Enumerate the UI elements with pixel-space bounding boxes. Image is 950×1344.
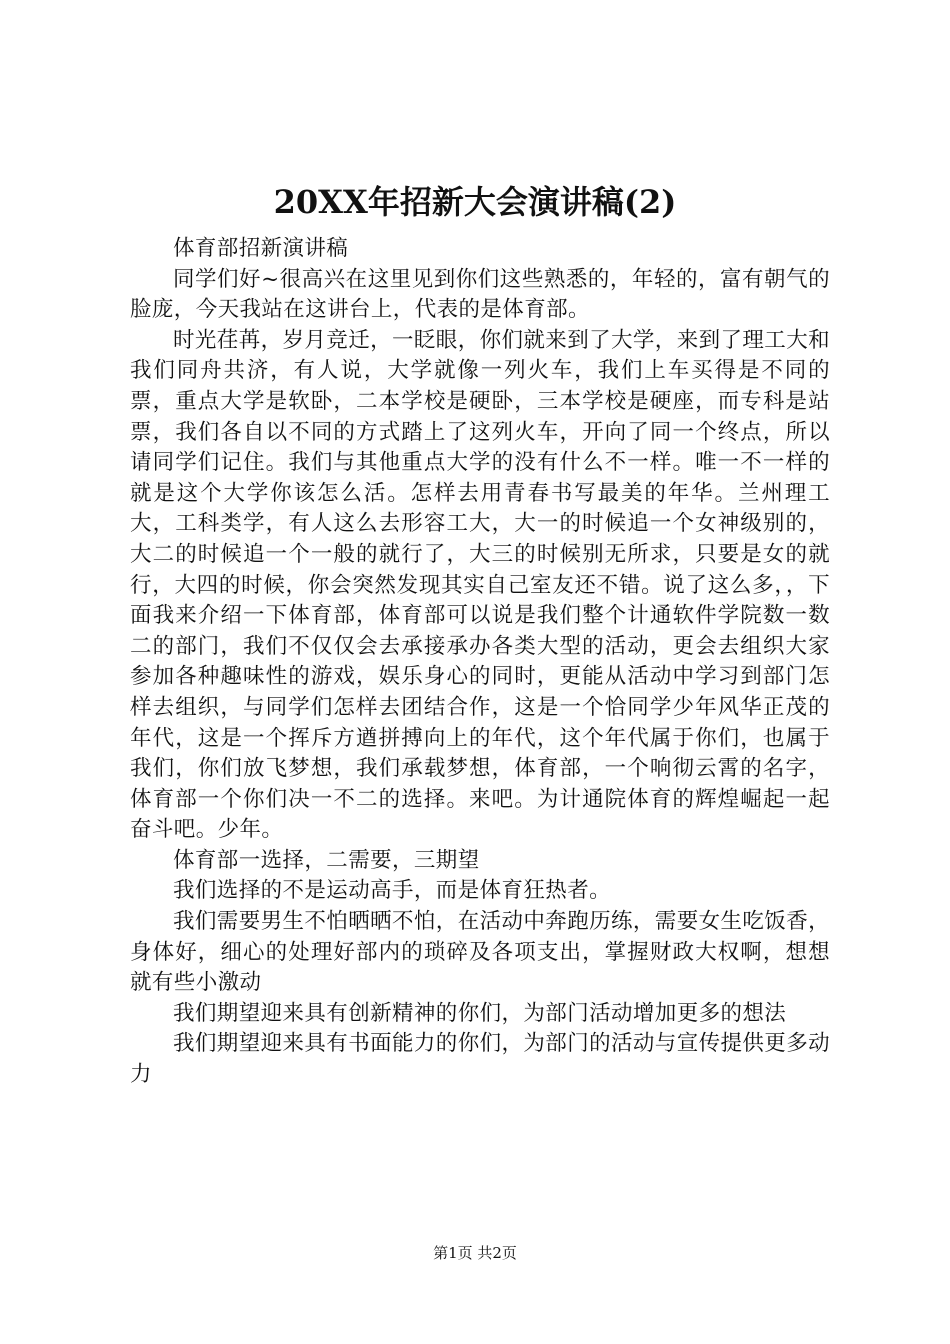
paragraph-heading: 体育部招新演讲稿 bbox=[173, 236, 349, 261]
paragraph-needs: 我们需要男生不怕晒晒不怕，在活动中奔跑历练，需要女生吃饭香，身体好，细心的处理好部内的琐碎及各项支出，掌握财政大权啊，想想就有些小激动 bbox=[130, 909, 831, 996]
document-title: 20XX年招新大会演讲稿(2) bbox=[273, 183, 677, 221]
paragraph-selection: 我们选择的不是运动高手，而是体育狂热者。 bbox=[173, 878, 612, 904]
document-body bbox=[130, 234, 830, 1091]
paragraph-expectation-2: 我们期望迎来具有书面能力的你们，为部门的活动与宣传提供更多动力 bbox=[130, 1031, 831, 1088]
page-footer: 第1页 共2页 bbox=[433, 1244, 517, 1262]
paragraph-main: 时光荏苒，岁月竞迁，一眨眼，你们就来到了大学，来到了理工大和我们同舟共济，有人说，大学就像一列火车，我们上车买得是不同的票，重点大学是软卧，二本学校是硬卧，三本学校是硬座，而专科是站票，我们各自以不同的方式踏上了这列火车，开向了同一个终点，所以请同学们记住。我们与其他重点大学的没有什么不一样。唯一不一样的就是这个大学你该怎么活。怎样去用青春书写最美的年华。兰州理工大，工科类学，有人这么去形容工大，大一的时候追一个女神级别的，大二的时候追一个一般的就行了，大三的时候别无所求，只要是女的就行，大四的时候，你会突然发现其实自己室友还不错。说了这么多，，下面我来介绍一下体育部，体育部可以说是我们整个计通软件学院数一数二的部门，我们不仅仅会去承接承办各类大型的活动，更会去组织大家参加各种趣味性的游戏，娱乐身心的同时，更能从活动中学习到部门怎样去组织，与同学们怎样去团结合作，这是一个恰同学少年风华正茂的年代，这是一个挥斥方遒拼搏向上的年代，这个年代属于你们，也属于我们，你们放飞梦想，我们承载梦想，体育部，一个响彻云霄的名字，体育部一个你们决一不二的选择。来吧。为计通院体育的辉煌崛起一起奋斗吧。少年。 bbox=[130, 327, 831, 843]
paragraph-summary: 体育部一选择，二需要，三期望 bbox=[173, 847, 480, 873]
paragraph-greeting: 同学们好~很高兴在这里见到你们这些熟悉的，年轻的，富有朝气的脸庞，今天我站在这讲台上，代表的是体育部。 bbox=[130, 266, 830, 323]
paragraph-expectation-1: 我们期望迎来具有创新精神的你们，为部门活动增加更多的想法 bbox=[173, 1000, 787, 1026]
